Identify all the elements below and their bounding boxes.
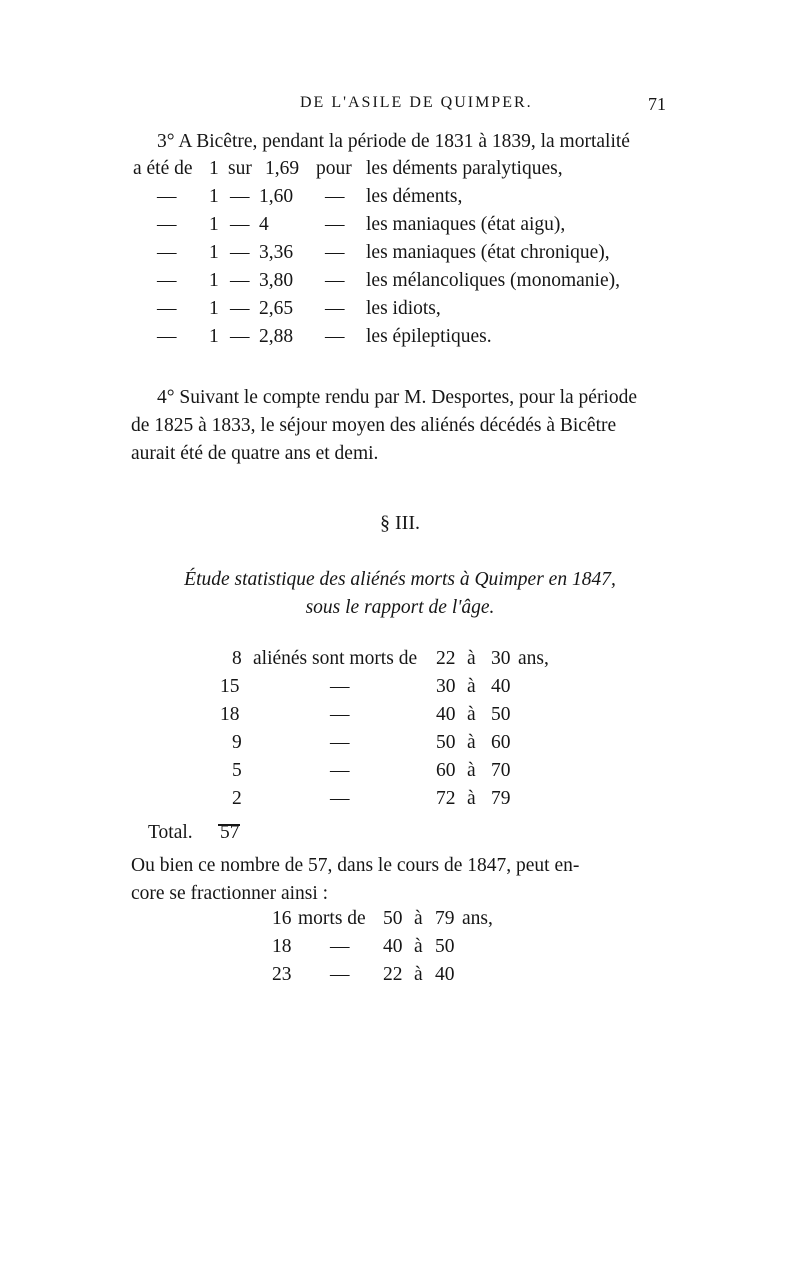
row-dash: —: [157, 242, 177, 263]
row-dash: —: [157, 298, 177, 319]
row-dash: —: [230, 270, 250, 291]
age-dash: —: [330, 760, 350, 781]
fraction-from: 40: [383, 936, 403, 957]
fraction-line2: core se fractionner ainsi :: [131, 883, 329, 904]
age-to: 60: [491, 732, 511, 753]
age-from: 50: [436, 732, 456, 753]
section-heading: § III.: [380, 512, 420, 534]
fraction-to: 79: [435, 908, 455, 929]
age-from: 22: [436, 648, 456, 669]
age-to: 79: [491, 788, 511, 809]
total-value: 57: [220, 822, 240, 843]
row-sur: sur: [228, 158, 252, 179]
age-dash: —: [330, 704, 350, 725]
fraction-count: 18: [272, 936, 292, 957]
row-dash: —: [325, 214, 345, 235]
row-dash: —: [157, 270, 177, 291]
age-dash: —: [330, 676, 350, 697]
row-n: 1: [209, 158, 219, 179]
age-unit: ans,: [518, 648, 549, 669]
row-dash: —: [325, 186, 345, 207]
total-label: Total.: [148, 822, 193, 843]
fraction-a: à: [414, 908, 423, 929]
age-to: 30: [491, 648, 511, 669]
row-prefix: a été de: [133, 158, 193, 179]
fraction-line1: Ou bien ce nombre de 57, dans le cours de 1847, peut en-: [131, 855, 580, 876]
row-category: les maniaques (état chronique),: [366, 242, 610, 263]
row-dash: —: [157, 186, 177, 207]
fraction-from: 22: [383, 964, 403, 985]
fraction-to: 40: [435, 964, 455, 985]
fraction-from: 50: [383, 908, 403, 929]
age-a: à: [467, 788, 476, 809]
row-dash: —: [230, 214, 250, 235]
row-dash: —: [230, 298, 250, 319]
fraction-dash: —: [330, 936, 350, 957]
fraction-a: à: [414, 936, 423, 957]
row-dash: —: [325, 242, 345, 263]
paragraph-line: 4° Suivant le compte rendu par M. Desportes, pour la période: [157, 387, 638, 408]
row-ratio: 2,65: [259, 298, 294, 319]
age-count: 2: [232, 788, 242, 809]
age-count: 15: [220, 676, 240, 697]
age-to: 40: [491, 676, 511, 697]
row-dash: —: [157, 214, 177, 235]
row-ratio: 1,60: [259, 186, 294, 207]
age-count: 9: [232, 732, 242, 753]
row-dash: —: [325, 270, 345, 291]
row-ratio: 3,80: [259, 270, 294, 291]
age-a: à: [467, 676, 476, 697]
row-category: les maniaques (état aigu),: [366, 214, 566, 235]
fraction-to: 50: [435, 936, 455, 957]
row-ratio: 1,69: [265, 158, 300, 179]
row-n: 1: [209, 242, 219, 263]
paragraph-line: de 1825 à 1833, le séjour moyen des aliénés décédés à Bicêtre: [131, 415, 617, 436]
age-count: 18: [220, 704, 240, 725]
bicetre-intro-line: 3° A Bicêtre, pendant la période de 1831 à 1839, la mortalité: [157, 131, 630, 152]
age-dash: —: [330, 788, 350, 809]
page-number: 71: [648, 94, 666, 114]
fraction-dash: —: [330, 964, 350, 985]
row-dash: —: [230, 186, 250, 207]
row-category: les idiots,: [366, 298, 441, 319]
row-n: 1: [209, 186, 219, 207]
fraction-count: 16: [272, 908, 292, 929]
fraction-a: à: [414, 964, 423, 985]
age-to: 70: [491, 760, 511, 781]
row-category: les déments,: [366, 186, 463, 207]
age-from: 60: [436, 760, 456, 781]
row-dash: —: [325, 298, 345, 319]
age-to: 50: [491, 704, 511, 725]
fraction-count: 23: [272, 964, 292, 985]
row-n: 1: [209, 270, 219, 291]
row-dash: —: [157, 326, 177, 347]
running-title: DE L'ASILE DE QUIMPER.: [300, 94, 533, 111]
age-a: à: [467, 648, 476, 669]
row-dash: —: [230, 242, 250, 263]
age-count: 8: [232, 648, 242, 669]
row-n: 1: [209, 214, 219, 235]
row-category: les épileptiques.: [366, 326, 492, 347]
row-category: les déments paralytiques,: [366, 158, 563, 179]
row-n: 1: [209, 298, 219, 319]
row-category: les mélancoliques (monomanie),: [366, 270, 620, 291]
age-from: 40: [436, 704, 456, 725]
row-dash: —: [325, 326, 345, 347]
age-from: 72: [436, 788, 456, 809]
age-a: à: [467, 704, 476, 725]
age-dash: —: [330, 732, 350, 753]
age-from: 30: [436, 676, 456, 697]
section-subtitle-line2: sous le rapport de l'âge.: [305, 597, 495, 618]
fraction-label: morts de: [298, 908, 366, 929]
row-ratio: 2,88: [259, 326, 294, 347]
age-label: aliénés sont morts de: [253, 648, 418, 669]
row-dash: —: [230, 326, 250, 347]
row-ratio: 4: [259, 214, 269, 235]
paragraph-line: aurait été de quatre ans et demi.: [131, 443, 379, 464]
row-ratio: 3,36: [259, 242, 294, 263]
row-pour: pour: [316, 158, 352, 179]
fraction-unit: ans,: [462, 908, 493, 929]
row-n: 1: [209, 326, 219, 347]
age-count: 5: [232, 760, 242, 781]
age-a: à: [467, 760, 476, 781]
age-a: à: [467, 732, 476, 753]
section-subtitle-line1: Étude statistique des aliénés morts à Quimper en 1847,: [184, 569, 616, 590]
